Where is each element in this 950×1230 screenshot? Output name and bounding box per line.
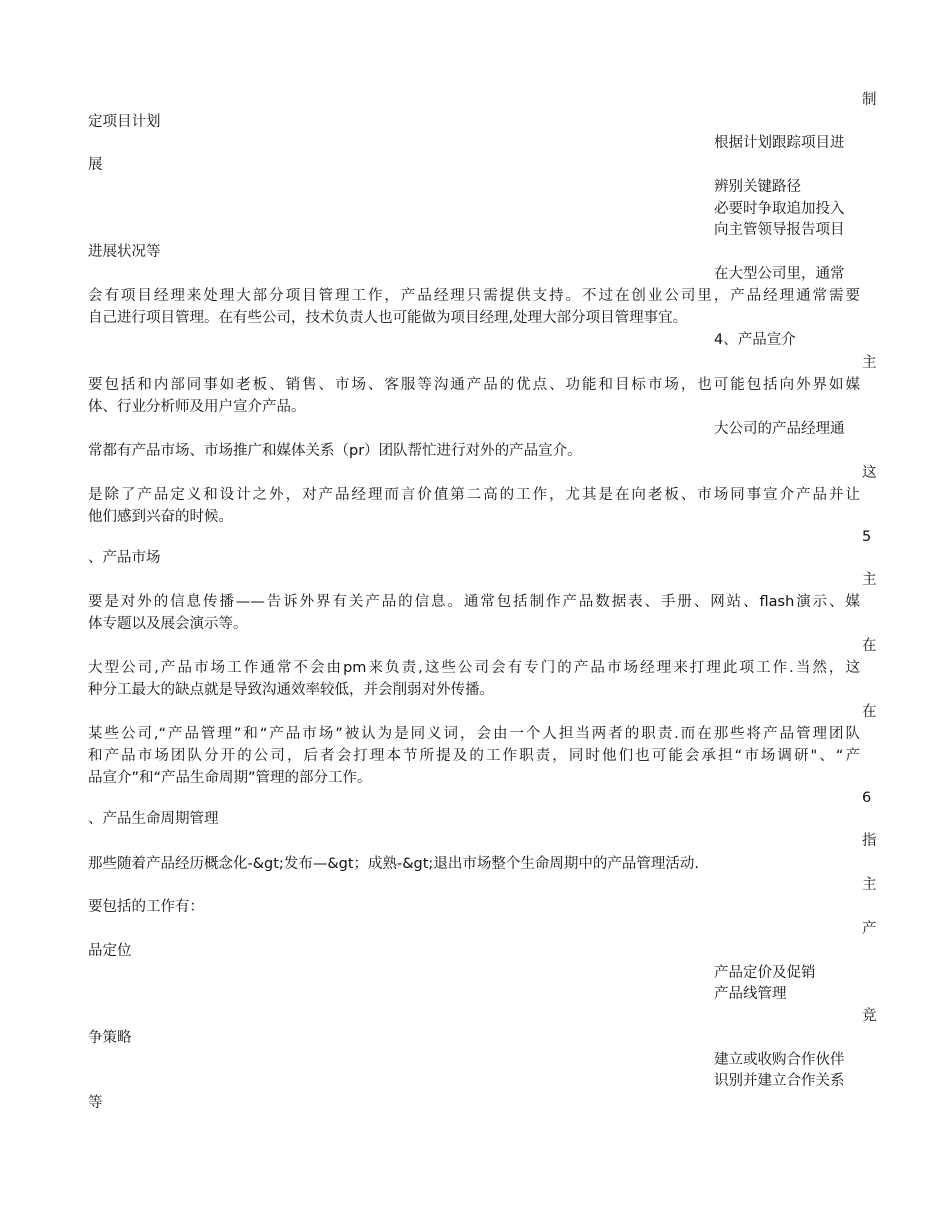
text-line: 展 <box>88 157 103 173</box>
text-line: 识别并建立合作关系 <box>714 1073 845 1089</box>
text-line: 他们感到兴奋的时候。 <box>88 509 233 525</box>
text-line: 主 <box>862 877 877 893</box>
text-line: 体专题以及展会演示等。 <box>88 616 248 632</box>
text-line: 是除了产品定义和设计之外，对产品经理而言价值第二高的工作，尤其是在向老板、市场同事宣介产品并让 <box>88 487 860 503</box>
text-line: 那些随着产品经历概念化-&gt;发布—&gt；成熟-&gt;退出市场整个生命周期中的产品管理活动. <box>88 856 699 872</box>
text-line: 辨别关键路径 <box>714 179 801 195</box>
text-line: 向主管领导报告项目 <box>714 222 845 238</box>
text-line: 要包括和内部同事如老板、销售、市场、客服等沟通产品的优点、功能和目标市场，也可能包括向外界如媒 <box>88 377 860 393</box>
text-line: 大型公司,产品市场工作通常不会由pm来负责,这些公司会有专门的产品市场经理来打理此项工作.当然，这 <box>88 660 860 676</box>
text-line: 主 <box>862 355 877 371</box>
text-line: 、产品生命周期管理 <box>88 811 219 827</box>
text-line: 这 <box>862 465 877 481</box>
text-line: 竞 <box>862 1008 877 1024</box>
text-line: 产品定价及促销 <box>714 965 816 981</box>
text-line: 主 <box>862 572 877 588</box>
text-line: 5 <box>862 529 872 545</box>
text-line: 常都有产品市场、市场推广和媒体关系（pr）团队帮忙进行对外的产品宣介。 <box>88 443 582 459</box>
text-line: 争策略 <box>88 1030 132 1046</box>
text-line: 、产品市场 <box>88 550 161 566</box>
text-line: 要包括的工作有： <box>88 899 204 915</box>
text-line: 体、行业分析师及用户宣介产品。 <box>88 399 306 415</box>
text-line: 根据计划跟踪项目进 <box>714 135 845 151</box>
text-line: 制 <box>862 92 877 108</box>
text-line: 进展状况等 <box>88 244 161 260</box>
text-line: 要是对外的信息传播——告诉外界有关产品的信息。通常包括制作产品数据表、手册、网站、flash演示、媒 <box>88 594 860 610</box>
text-line: 定项目计划 <box>88 114 161 130</box>
text-line: 产品线管理 <box>714 986 787 1002</box>
text-line: 必要时争取追加投入 <box>714 201 845 217</box>
text-line: 和产品市场团队分开的公司，后者会打理本节所提及的工作职责，同时他们也可能会承担“市场调研"、“产 <box>88 748 860 764</box>
text-line: 品宣介”和“产品生命周期”管理的部分工作。 <box>88 770 372 786</box>
text-line: 4、产品宣介 <box>714 332 796 348</box>
text-line: 自己进行项目管理。在有些公司，技术负责人也可能做为项目经理,处理大部分项目管理事宜。 <box>88 310 688 326</box>
text-line: 指 <box>862 833 877 849</box>
text-line: 会有项目经理来处理大部分项目管理工作，产品经理只需提供支持。不过在创业公司里，产品经理通常需要 <box>88 288 860 304</box>
text-line: 产 <box>862 921 877 937</box>
text-line: 在大型公司里，通常 <box>714 266 845 282</box>
text-line: 种分工最大的缺点就是导致沟通效率较低，并会削弱对外传播。 <box>88 682 494 698</box>
text-line: 等 <box>88 1095 103 1111</box>
text-line: 6 <box>862 790 872 806</box>
text-line: 在 <box>862 704 877 720</box>
text-line: 大公司的产品经理通 <box>714 421 845 437</box>
text-line: 在 <box>862 638 877 654</box>
text-line: 某些公司,“产品管理”和“产品市场”被认为是同义词，会由一个人担当两者的职责.而在那些将产品管理团队 <box>88 726 860 742</box>
text-line: 品定位 <box>88 943 132 959</box>
text-line: 建立或收购合作伙伴 <box>714 1052 845 1068</box>
